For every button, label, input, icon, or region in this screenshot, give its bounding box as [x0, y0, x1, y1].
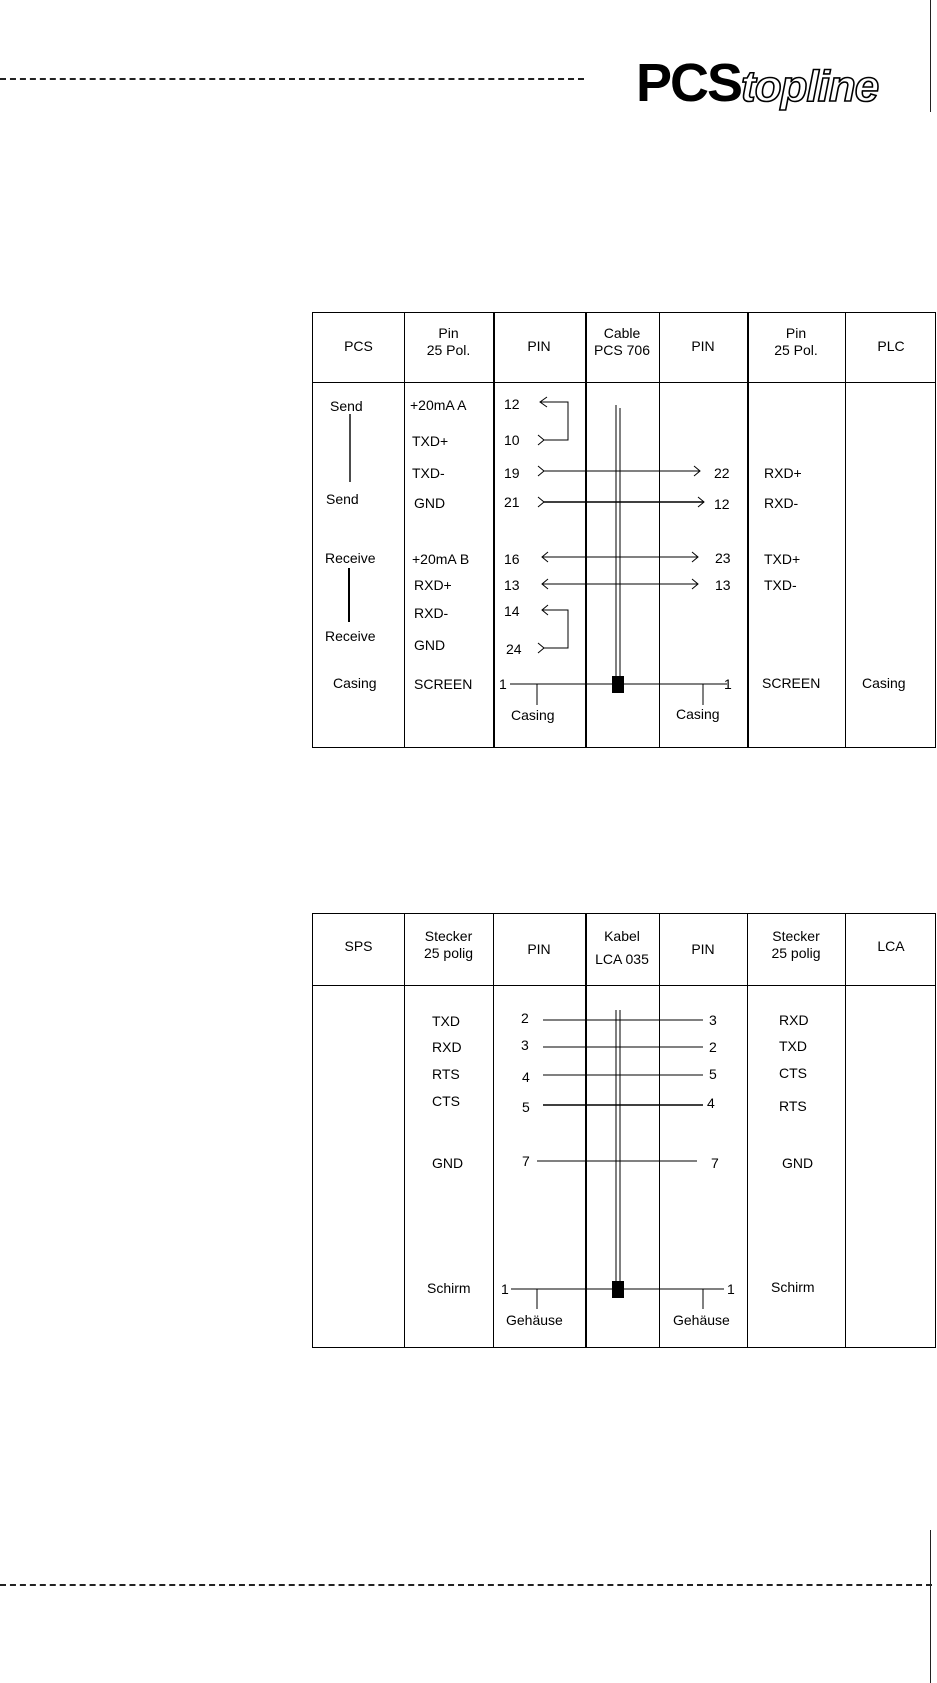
left-pin-7: 14: [504, 603, 520, 619]
plc-casing: Casing: [862, 675, 906, 691]
left-pin-5: 16: [504, 551, 520, 567]
label-receive-bottom: Receive: [325, 628, 376, 644]
t2-left-pin-5: 7: [522, 1153, 530, 1169]
header-lca: LCA: [877, 938, 905, 954]
t2-left-pin-2: 3: [521, 1037, 529, 1053]
t2-right-signal-5: GND: [782, 1155, 814, 1171]
t2-left-pin-6: 1: [501, 1281, 509, 1297]
header-pcs: PCS: [344, 338, 373, 354]
t2-right-pin-6: 1: [727, 1281, 735, 1297]
right-signal-4: TXD-: [764, 577, 797, 593]
t2-left-pin-4: 5: [522, 1099, 530, 1115]
left-signal-4: GND: [414, 495, 446, 511]
right-pin-1: 22: [714, 465, 730, 481]
gehause-left-label: Gehäuse: [506, 1312, 563, 1328]
header-kabel: Kabel LCA 035: [595, 928, 649, 967]
header-pin-left-2: PIN: [527, 941, 551, 957]
header-stecker-right: Stecker 25 polig: [771, 928, 821, 961]
t2-right-signal-6: Schirm: [771, 1279, 815, 1295]
t2-right-pin-5: 7: [711, 1155, 719, 1171]
gehause-right-label: Gehäuse: [673, 1312, 730, 1328]
left-pin-2: 10: [504, 432, 520, 448]
t2-right-signal-4: RTS: [779, 1098, 807, 1114]
logo-pcs-text: PCS: [636, 53, 742, 113]
label-send-top: Send: [330, 398, 363, 414]
t2-right-signal-1: RXD: [779, 1012, 809, 1028]
right-signal-1: RXD+: [764, 465, 802, 481]
casing-left-label: Casing: [511, 707, 555, 723]
label-send-bottom: Send: [326, 491, 359, 507]
left-signal-6: RXD+: [414, 577, 452, 593]
header-cable: Cable PCS 706: [593, 325, 651, 358]
label-receive-top: Receive: [325, 550, 376, 566]
header-pin-right: PIN: [691, 338, 715, 354]
left-pin-9: 1: [499, 676, 507, 692]
right-pin-2: 12: [714, 496, 730, 512]
t2-right-pin-3: 5: [709, 1066, 717, 1082]
t2-left-pin-1: 2: [521, 1010, 529, 1026]
right-signal-2: RXD-: [764, 495, 799, 511]
label-casing-pcs: Casing: [333, 675, 377, 691]
t2-left-pin-3: 4: [522, 1069, 530, 1085]
right-pin-5: 1: [724, 676, 732, 692]
header-pin-left: PIN: [527, 338, 551, 354]
t2-left-signal-4: CTS: [432, 1093, 460, 1109]
header-pin-25pol-right: Pin 25 Pol.: [774, 325, 818, 358]
left-signal-7: RXD-: [414, 605, 449, 621]
left-signal-3: TXD-: [412, 465, 445, 481]
right-pin-3: 23: [715, 550, 731, 566]
left-signal-5: +20mA B: [412, 551, 470, 567]
right-signal-5: SCREEN: [762, 675, 821, 691]
left-pin-3: 19: [504, 465, 520, 481]
left-pin-8: 24: [506, 641, 522, 657]
t2-left-signal-3: RTS: [432, 1066, 460, 1082]
t2-left-signal-5: GND: [432, 1155, 464, 1171]
header-sps: SPS: [344, 938, 373, 954]
left-signal-9: SCREEN: [414, 676, 473, 692]
t2-right-signal-2: TXD: [779, 1038, 807, 1054]
t2-left-signal-6: Schirm: [427, 1280, 471, 1296]
t2-right-pin-2: 2: [709, 1039, 717, 1055]
left-signal-1: +20mA A: [410, 397, 467, 413]
right-pin-4: 13: [715, 577, 731, 593]
right-signal-3: TXD+: [764, 551, 801, 567]
t2-left-signal-2: RXD: [432, 1039, 462, 1055]
t2-right-signal-3: CTS: [779, 1065, 807, 1081]
t2-left-signal-1: TXD: [432, 1013, 460, 1029]
casing-right-label: Casing: [676, 706, 720, 722]
header-stecker-left: Stecker 25 polig: [423, 928, 474, 961]
left-pin-1: 12: [504, 396, 520, 412]
left-pin-4: 21: [504, 494, 520, 510]
left-pin-6: 13: [504, 577, 520, 593]
left-signal-2: TXD+: [412, 433, 449, 449]
t2-screen-connector-block: [612, 1281, 624, 1298]
left-signal-8: GND: [414, 637, 446, 653]
header-pin-25pol-left: Pin 25 Pol.: [426, 325, 471, 358]
t2-right-pin-4: 4: [707, 1095, 715, 1111]
logo-topline-text: topline: [741, 62, 879, 111]
header-pin-right-2: PIN: [691, 941, 715, 957]
t2-right-pin-1: 3: [709, 1012, 717, 1028]
header-plc: PLC: [877, 338, 905, 354]
